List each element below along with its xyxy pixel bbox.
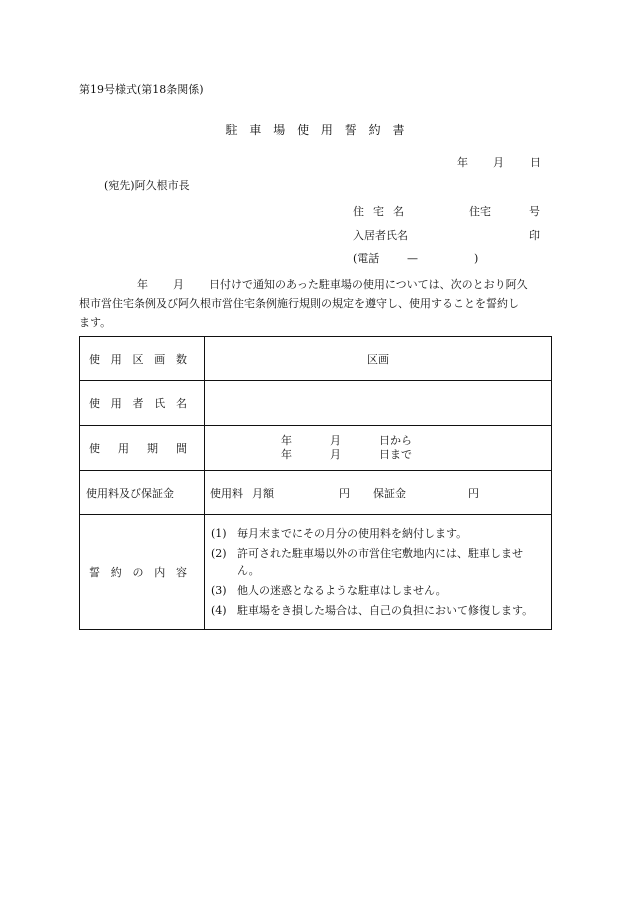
date-year-label: 年 — [457, 156, 468, 169]
page-title — [0, 124, 630, 136]
label-char: の — [132, 566, 144, 579]
label-char: 画 — [154, 352, 166, 366]
pledge-number: (2) — [211, 546, 227, 560]
period-to — [281, 448, 551, 462]
label-char: 使 — [89, 352, 100, 366]
usage-table — [79, 336, 552, 630]
phone-dash: — — [407, 252, 418, 265]
fee-yen: 円 — [339, 486, 350, 500]
form-number: 第19号様式(第18条関係) — [79, 83, 204, 96]
period-year: 年 — [281, 448, 292, 461]
seal-mark: 印 — [529, 229, 540, 242]
pledge-text: 許可された駐車場以外の市営住宅敷地内には、駐車しません。 — [237, 546, 523, 577]
pledge-number: (3) — [211, 583, 227, 597]
row-label — [80, 426, 205, 471]
address-label — [353, 206, 413, 217]
pledge-statement — [79, 275, 551, 332]
pledge-number: (4) — [211, 603, 227, 617]
pledge-number: (1) — [211, 526, 227, 540]
label-char: 約 — [110, 566, 122, 579]
statement-year: 年 — [137, 278, 148, 291]
phone-close: ) — [474, 252, 479, 265]
table-row — [80, 381, 552, 426]
fee-label: 使用料 — [210, 486, 243, 500]
period-from — [281, 434, 551, 448]
address-char: 宅 — [373, 205, 384, 218]
label-char: 容 — [176, 566, 187, 579]
title-char: 誓 — [344, 123, 357, 137]
title-char: 場 — [273, 123, 286, 137]
resident-name-label: 入居者氏名 — [353, 229, 408, 242]
pledge-text: 毎月末までにその月分の使用料を納付します。 — [237, 526, 468, 540]
pledge-item — [211, 602, 543, 619]
label-char: 用 — [118, 442, 129, 455]
label-char: 用 — [110, 397, 122, 410]
pledge-item — [211, 582, 543, 599]
title-char: 使 — [297, 123, 310, 137]
label-char: 者 — [132, 397, 144, 410]
table-row — [80, 471, 552, 515]
pledge-text: 他人の迷惑となるような駐車はしません。 — [237, 583, 447, 597]
period-day: 日から — [379, 434, 412, 447]
jutaku-label: 住宅 — [469, 205, 491, 218]
address-char: 住 — [353, 205, 364, 218]
period-month: 月 — [330, 448, 341, 461]
deposit-yen: 円 — [468, 486, 479, 500]
row-label — [80, 337, 205, 381]
usage-period-cell — [205, 426, 552, 471]
room-number-label: 号 — [529, 205, 540, 218]
section-count-cell: 区画 — [205, 337, 552, 381]
fee-cell — [205, 471, 552, 515]
title-char: 駐 — [225, 123, 238, 137]
user-name-cell — [205, 381, 552, 426]
label-char: 使 — [89, 397, 100, 410]
period-month: 月 — [330, 434, 341, 447]
row-label: 使用料及び保証金 — [80, 471, 205, 515]
period-year: 年 — [281, 434, 292, 447]
label-char: 使 — [89, 442, 100, 455]
label-char: 誓 — [89, 566, 100, 579]
table-row — [80, 337, 552, 381]
pledge-item — [211, 545, 543, 579]
title-char: 用 — [320, 123, 333, 137]
label-char: 用 — [110, 352, 122, 366]
date-day-label: 日 — [530, 156, 541, 169]
deposit-label: 保証金 — [373, 486, 406, 500]
period-day: 日まで — [379, 448, 412, 461]
phone-label: (電話 — [353, 252, 380, 265]
table-row — [80, 426, 552, 471]
statement-line-1 — [79, 275, 551, 294]
pledge-text: 駐車場をき損した場合は、自己の負担において修復します。 — [237, 603, 534, 617]
statement-text: 日付けで通知のあった駐車場の使用については、次のとおり阿久 — [209, 278, 528, 291]
date-month-label: 月 — [493, 156, 504, 169]
title-char: 書 — [392, 123, 405, 137]
label-char: 氏 — [154, 397, 166, 410]
label-char: 名 — [176, 397, 187, 410]
statement-line-3: ます。 — [79, 316, 112, 329]
label-char: 数 — [176, 352, 187, 366]
addressee: (宛先)阿久根市長 — [104, 179, 190, 192]
label-char: 区 — [132, 352, 144, 366]
row-label — [80, 381, 205, 426]
pledge-item — [211, 525, 543, 542]
table-row — [80, 515, 552, 630]
pledge-list — [205, 515, 552, 630]
statement-line-2: 根市営住宅条例及び阿久根市営住宅条例施行規則の規定を遵守し、使用することを誓約し — [79, 297, 519, 310]
statement-month: 月 — [173, 278, 184, 291]
title-char: 車 — [249, 123, 262, 137]
label-char: 期 — [147, 442, 158, 455]
fee-monthly: 月額 — [252, 486, 274, 500]
label-char: 間 — [176, 442, 187, 455]
label-char: 内 — [154, 566, 166, 579]
title-char: 約 — [368, 123, 381, 137]
row-label — [80, 515, 205, 630]
address-char: 名 — [393, 205, 404, 218]
